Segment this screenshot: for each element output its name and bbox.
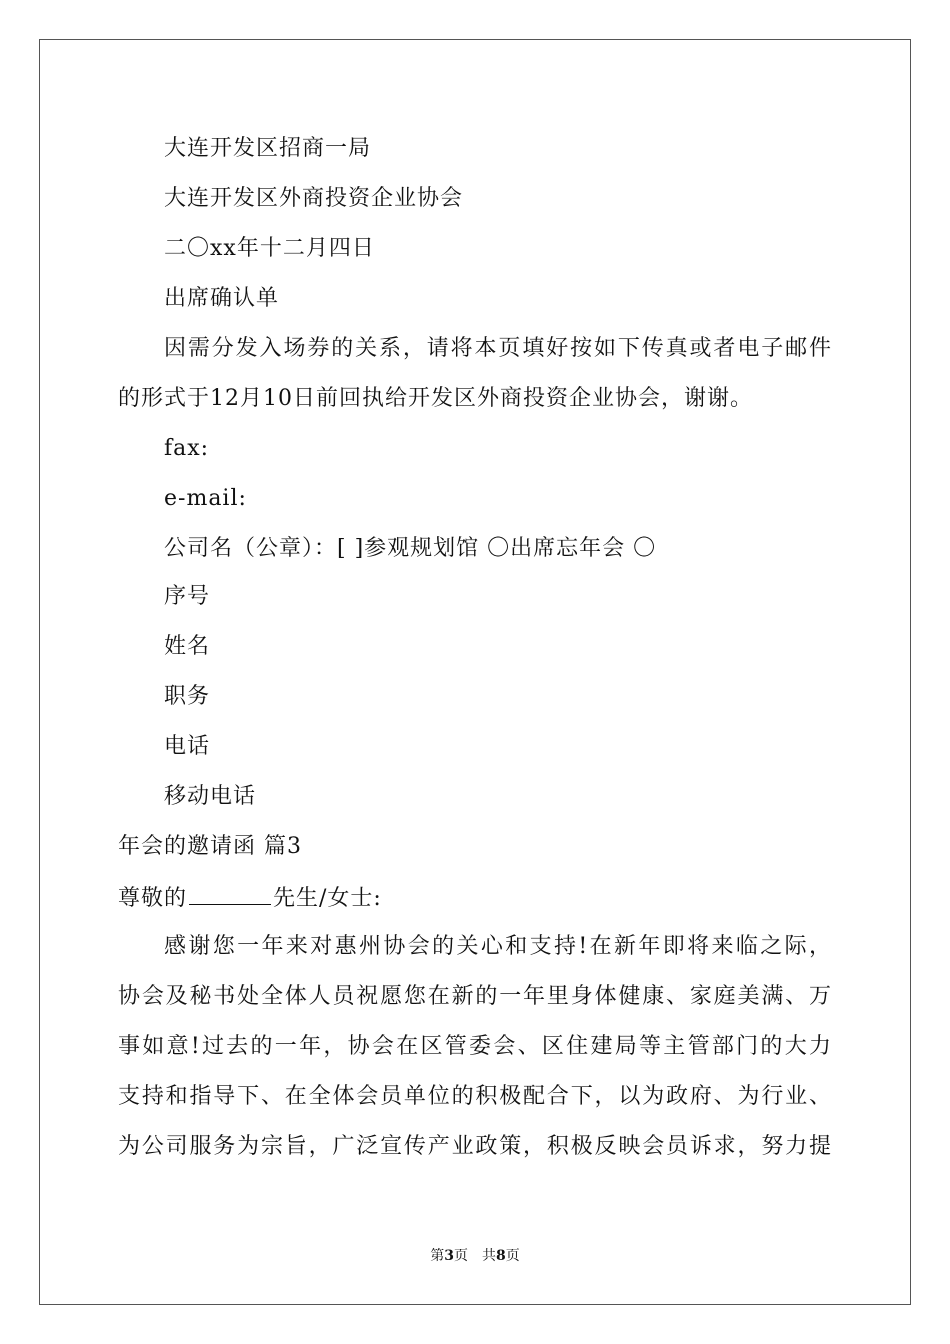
field-position: 职务 (164, 684, 211, 709)
page-footer (0, 1246, 950, 1266)
footer-prefix: 第 (430, 1248, 445, 1264)
paragraph-2-line-2: 协会及秘书处全体人员祝愿您在新的一年里身体健康、家庭美满、万 (118, 984, 832, 1009)
footer-suffix: 页 (505, 1248, 520, 1264)
paragraph-2-line-1: 感谢您一年来对惠州协会的关心和支持!在新年即将来临之际， (164, 934, 832, 959)
paragraph-2-line-3: 事如意!过去的一年，协会在区管委会、区住建局等主管部门的大力 (118, 1034, 832, 1059)
section-title: 年会的邀请函 篇3 (118, 834, 302, 859)
paragraph-2-line-5: 为公司服务为宗旨，广泛宣传产业政策，积极反映会员诉求，努力提 (118, 1134, 832, 1159)
date-line: 二〇xx年十二月四日 (164, 236, 375, 261)
footer-total-pages: 8 (496, 1248, 506, 1264)
field-serial: 序号 (164, 584, 211, 609)
org-line-1: 大连开发区招商一局 (164, 136, 372, 161)
field-mobile: 移动电话 (164, 784, 257, 809)
paragraph-2-line-4: 支持和指导下、在全体会员单位的积极配合下，以为政府、为行业、 (118, 1084, 832, 1109)
form-title: 出席确认单 (164, 286, 280, 311)
field-name: 姓名 (164, 634, 211, 659)
paragraph-1-line-1: 因需分发入场券的关系，请将本页填好按如下传真或者电子邮件 (164, 336, 832, 361)
footer-mid: 页 共 (454, 1248, 496, 1264)
email-label: e-mail: (164, 486, 247, 511)
page-frame (39, 39, 911, 1305)
footer-page-number: 3 (444, 1248, 454, 1264)
fax-label: fax: (164, 436, 210, 461)
company-line: 公司名（公章）：[ ]参观规划馆 〇出席忘年会 〇 (164, 536, 657, 561)
org-line-2: 大连开发区外商投资企业协会 (164, 186, 464, 211)
salutation (118, 882, 382, 914)
paragraph-1-line-2: 的形式于12月10日前回执给开发区外商投资企业协会，谢谢。 (118, 386, 753, 411)
salutation-prefix: 尊敬的 (118, 886, 188, 911)
field-phone: 电话 (164, 734, 211, 759)
name-blank (189, 882, 271, 905)
salutation-suffix: 先生/女士: (273, 886, 382, 911)
